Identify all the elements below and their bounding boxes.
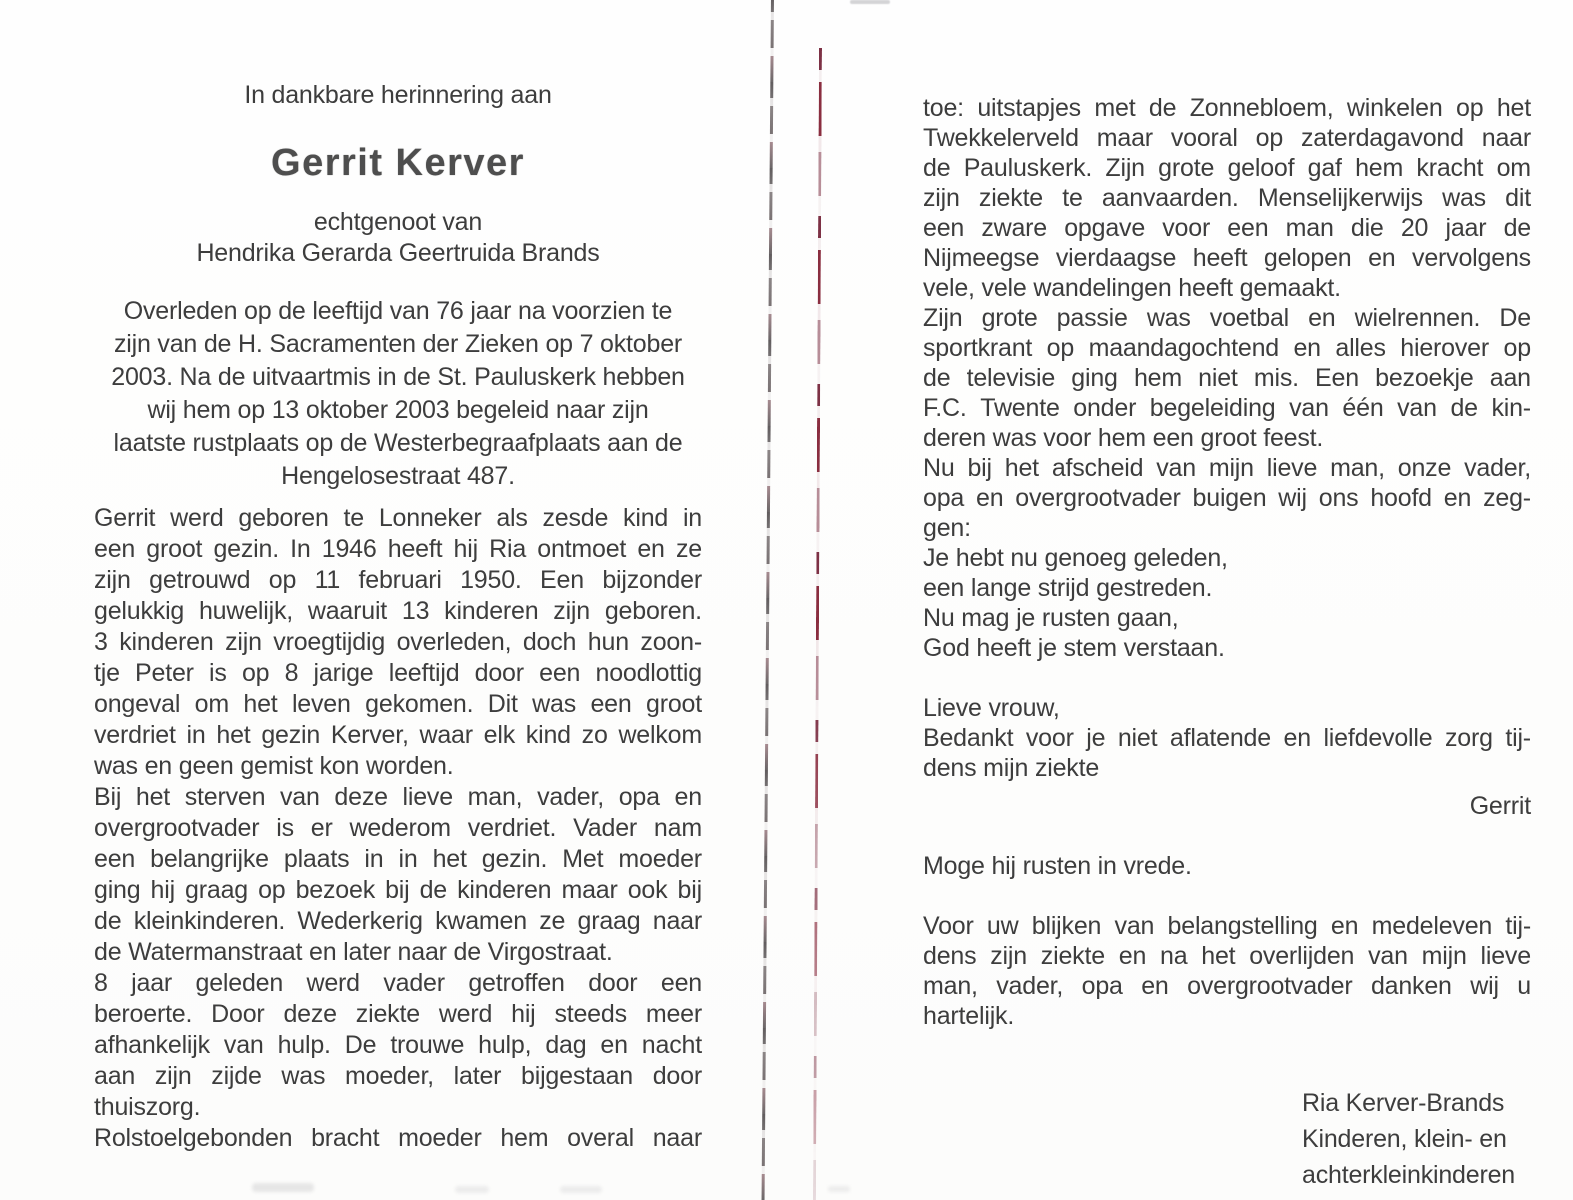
text-line: zijn van de H. Sacramenten der Zieken op 7 oktober bbox=[113, 330, 683, 358]
text-line: ongeval om het leven gekomen. Dit was een groot bbox=[94, 690, 702, 718]
text-line: de Pauluskerk. Zijn grote geloof gaf hem kracht om bbox=[923, 154, 1531, 182]
text-line: Hengelosestraat 487. bbox=[281, 462, 515, 490]
text-line: de Watermanstraat en later naar de Virgostraat. bbox=[94, 938, 613, 966]
text-line: 2003. Na de uitvaartmis in de St. Pauluskerk hebben bbox=[111, 363, 685, 391]
text-line: een belangrijke plaats in in het gezin. Met moeder bbox=[94, 845, 702, 873]
text-line: God heeft je stem verstaan. bbox=[923, 634, 1225, 662]
text-line: een zware opgave voor een man die 20 jaar de bbox=[923, 214, 1531, 242]
text-line: Nu bij het afscheid van mijn lieve man, onze vader, bbox=[923, 454, 1531, 482]
text-line: 3 kinderen zijn vroegtijdig overleden, doch hun zoon- bbox=[94, 628, 702, 656]
text-line: thuiszorg. bbox=[94, 1093, 201, 1121]
text-line: hartelijk. bbox=[923, 1002, 1015, 1030]
text-line: Bedankt voor je niet aflatende en liefdevolle zorg tij- bbox=[923, 724, 1531, 752]
text-line: tje Peter is op 8 jarige leeftijd door een noodlottig bbox=[94, 659, 702, 687]
text-line: toe: uitstapjes met de Zonnebloem, winkelen op het bbox=[923, 94, 1531, 122]
text-line: verdriet in het gezin Kerver, waar elk kind zo welkom bbox=[94, 721, 702, 749]
text-line: wij hem op 13 oktober 2003 begeleid naar zijn bbox=[147, 396, 649, 424]
scan-smudge bbox=[828, 1186, 850, 1192]
text-line: aan zijn zijde was moeder, later bijgestaan door bbox=[94, 1062, 702, 1090]
scan-smudge bbox=[560, 1186, 602, 1193]
text-line: zijn ziekte te aanvaarden. Menselijkerwijs was dit bbox=[923, 184, 1531, 212]
text-line: gelukkig huwelijk, waaruit 13 kinderen zijn geboren. bbox=[94, 597, 702, 625]
text-line: Twekkelerveld maar vooral op zaterdagavond naar bbox=[923, 124, 1531, 152]
text-line: Rolstoelgebonden bracht moeder hem overal naar bbox=[94, 1124, 702, 1152]
spouse-name: Hendrika Gerarda Geertruida Brands bbox=[196, 239, 600, 267]
text-line: Overleden op de leeftijd van 76 jaar na voorzien te bbox=[123, 297, 673, 325]
text-line: Ria Kerver-Brands bbox=[1302, 1089, 1505, 1117]
text-line: de televisie ging hem niet mis. Een bezoekje aan bbox=[923, 364, 1531, 392]
text-line: Je hebt nu genoeg geleden, bbox=[923, 544, 1228, 572]
text-line: opa en overgrootvader buigen wij ons hoofd en zeg- bbox=[923, 484, 1531, 512]
funeral-paragraph bbox=[94, 295, 702, 493]
text-line: Nu mag je rusten gaan, bbox=[923, 604, 1179, 632]
text-line: vele, vele wandelingen heeft gemaakt. bbox=[923, 274, 1341, 302]
text-line: man, vader, opa en overgrootvader danken wij u bbox=[923, 972, 1531, 1000]
fold-crease-dark-line bbox=[761, 0, 774, 1200]
text-line: Zijn grote passie was voetbal en wielrennen. De bbox=[923, 304, 1531, 332]
text-line: een groot gezin. In 1946 heeft hij Ria ontmoet en ze bbox=[94, 535, 702, 563]
text-line: F.C. Twente onder begeleiding van één van de kin- bbox=[923, 394, 1531, 422]
text-line: was en geen gemist kon worden. bbox=[94, 752, 454, 780]
text-line: sportkrant op maandagochtend en alles hierover op bbox=[923, 334, 1531, 362]
farewell-poem bbox=[923, 543, 1531, 663]
text-line: de kleinkinderen. Wederkerig kwamen ze graag naar bbox=[94, 907, 702, 935]
text-line: beroerte. Door deze ziekte werd hij steeds meer bbox=[94, 1000, 702, 1028]
spouse-relation-label: echtgenoot van bbox=[313, 208, 483, 236]
text-line: gen: bbox=[923, 514, 971, 542]
scan-smudge bbox=[252, 1183, 314, 1192]
rest-in-peace-line: Moge hij rusten in vrede. bbox=[923, 852, 1192, 880]
text-line: Bij het sterven van deze lieve man, vader, opa en bbox=[94, 783, 702, 811]
left-page bbox=[94, 80, 702, 1154]
scan-smudge bbox=[850, 0, 890, 4]
text-line: Nijmeegse vierdaagse heeft gelopen en vervolgens bbox=[923, 244, 1531, 272]
continuation-paragraph bbox=[923, 93, 1531, 543]
text-line: Gerrit werd geboren te Lonneker als zesde kind in bbox=[94, 504, 702, 532]
life-story-paragraph bbox=[94, 503, 702, 1154]
acknowledgement-paragraph bbox=[923, 911, 1531, 1031]
text-line: achterkleinkinderen bbox=[1302, 1161, 1515, 1189]
text-line: 8 jaar geleden werd vader getroffen door een bbox=[94, 969, 702, 997]
text-line: Voor uw blijken van belangstelling en medeleven tij- bbox=[923, 912, 1531, 940]
fold-crease-red-line bbox=[813, 48, 822, 1200]
memorial-intro-line: In dankbare herinnering aan bbox=[244, 81, 552, 109]
family-signature bbox=[923, 1085, 1531, 1193]
text-line: overgrootvader is er wederom verdriet. Vader nam bbox=[94, 814, 702, 842]
text-line: dens zijn ziekte en na het overlijden van mijn lieve bbox=[923, 942, 1531, 970]
text-line: deren was voor hem een groot feest. bbox=[923, 424, 1324, 452]
personal-signature: Gerrit bbox=[1469, 792, 1531, 820]
scan-smudge bbox=[455, 1186, 489, 1193]
letter-to-wife bbox=[923, 693, 1531, 783]
right-page bbox=[923, 93, 1531, 1193]
deceased-name: Gerrit Kerver bbox=[271, 142, 525, 184]
text-line: zijn getrouwd op 11 februari 1950. Een bijzonder bbox=[94, 566, 702, 594]
text-line: afhankelijk van hulp. De trouwe hulp, dag en nacht bbox=[94, 1031, 702, 1059]
text-line: Lieve vrouw, bbox=[923, 694, 1060, 722]
text-line: dens mijn ziekte bbox=[923, 754, 1100, 782]
text-line: laatste rustplaats op de Westerbegraafplaats aan de bbox=[113, 429, 683, 457]
text-line: Kinderen, klein- en bbox=[1302, 1125, 1507, 1153]
text-line: een lange strijd gestreden. bbox=[923, 574, 1213, 602]
text-line: ging hij graag op bezoek bij de kinderen maar ook bij bbox=[94, 876, 702, 904]
